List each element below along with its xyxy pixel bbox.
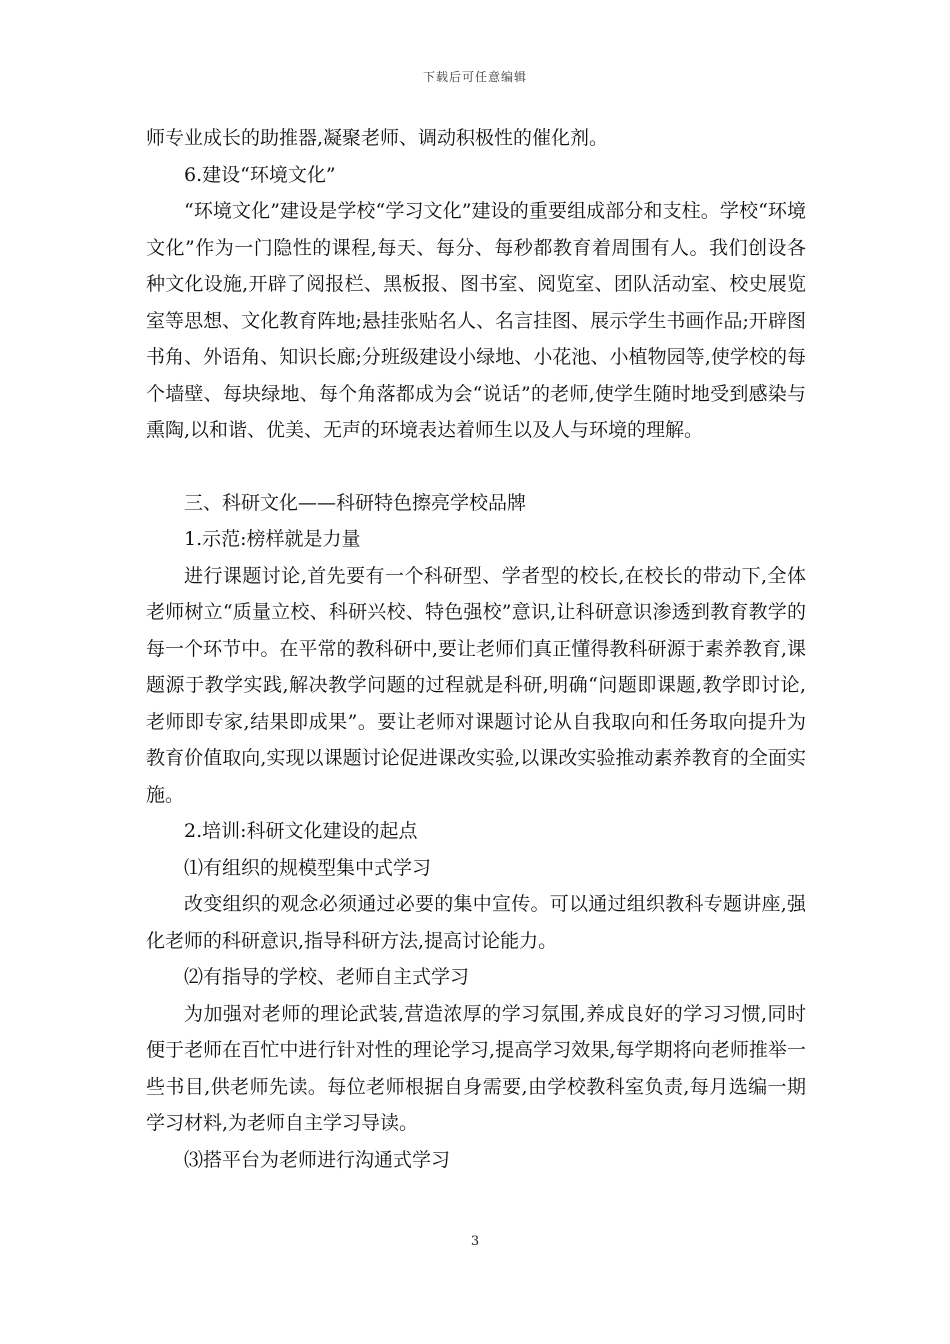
section-heading: 1.示范:榜样就是力量 — [184, 528, 361, 550]
section-heading: 2.培训:科研文化建设的起点 — [184, 820, 418, 842]
subsection-heading: ⑵有指导的学校、老师自主式学习 — [184, 966, 470, 988]
paragraph: 改变组织的观念必须通过必要的集中宣传。可以通过组织教科专题讲座,强化老师的科研意识,指导科研方法,提高讨论能力。 — [146, 893, 806, 952]
section-heading: 6.建设“环境文化” — [184, 163, 336, 186]
paragraph: “环境文化”建设是学校“学习文化”建设的重要组成部分和支柱。学校“环境文化”作为一门隐性的课程,每天、每分、每秒都教育着周围有人。我们创设各种文化设施,开辟了阅报栏、黑板报、图书室、阅览室、团队活动室、校史展览室等思想、文化教育阵地;悬挂张贴名人、名言挂图、展示学生书画作品;开辟图书角、外语角、知识长廊;分班级建设小绿地、小花池、小植物园等,使学校的每个墙壁、每块绿地、每个角落都成为会“说话”的老师,使学生随时地受到感染与熏陶,以和谐、优美、无声的环境表达着师生以及人与环境的理解。 — [146, 200, 806, 441]
chapter-heading: 三、科研文化——科研特色擦亮学校品牌 — [184, 491, 527, 514]
paragraph: 进行课题讨论,首先要有一个科研型、学者型的校长,在校长的带动下,全体老师树立“质量立校、科研兴校、特色强校”意识,让科研意识渗透到教育教学的每一个环节中。在平常的教科研中,要让老师们真正懂得教科研源于素养教育,课题源于教学实践,解决教学问题的过程就是科研,明确“问题即课题,教学即讨论,老师即专家,结果即成果”。要让老师对课题讨论从自我取向和任务取向提升为教育价值取向,实现以课题讨论促进课改实验,以课改实验推动素养教育的全面实施。 — [146, 564, 806, 806]
paragraph: 为加强对老师的理论武装,营造浓厚的学习氛围,养成良好的学习习惯,同时便于老师在百忙中进行针对性的理论学习,提高学习效果,每学期将向老师推举一些书目,供老师先读。每位老师根据自身需要,由学校教科室负责,每月选编一期学习材料,为老师自主学习导读。 — [146, 1002, 806, 1134]
subsection-heading: ⑴有组织的规模型集中式学习 — [184, 856, 432, 879]
paragraph-gap — [146, 449, 806, 485]
subsection-heading: ⑶搭平台为老师进行沟通式学习 — [184, 1148, 451, 1171]
page-header: 下载后可任意编辑 — [422, 70, 527, 84]
document-body — [146, 120, 806, 1178]
paragraph: 师专业成长的助推器,凝聚老师、调动积极性的催化剂。 — [146, 127, 609, 149]
page-number: 3 — [470, 1234, 480, 1249]
